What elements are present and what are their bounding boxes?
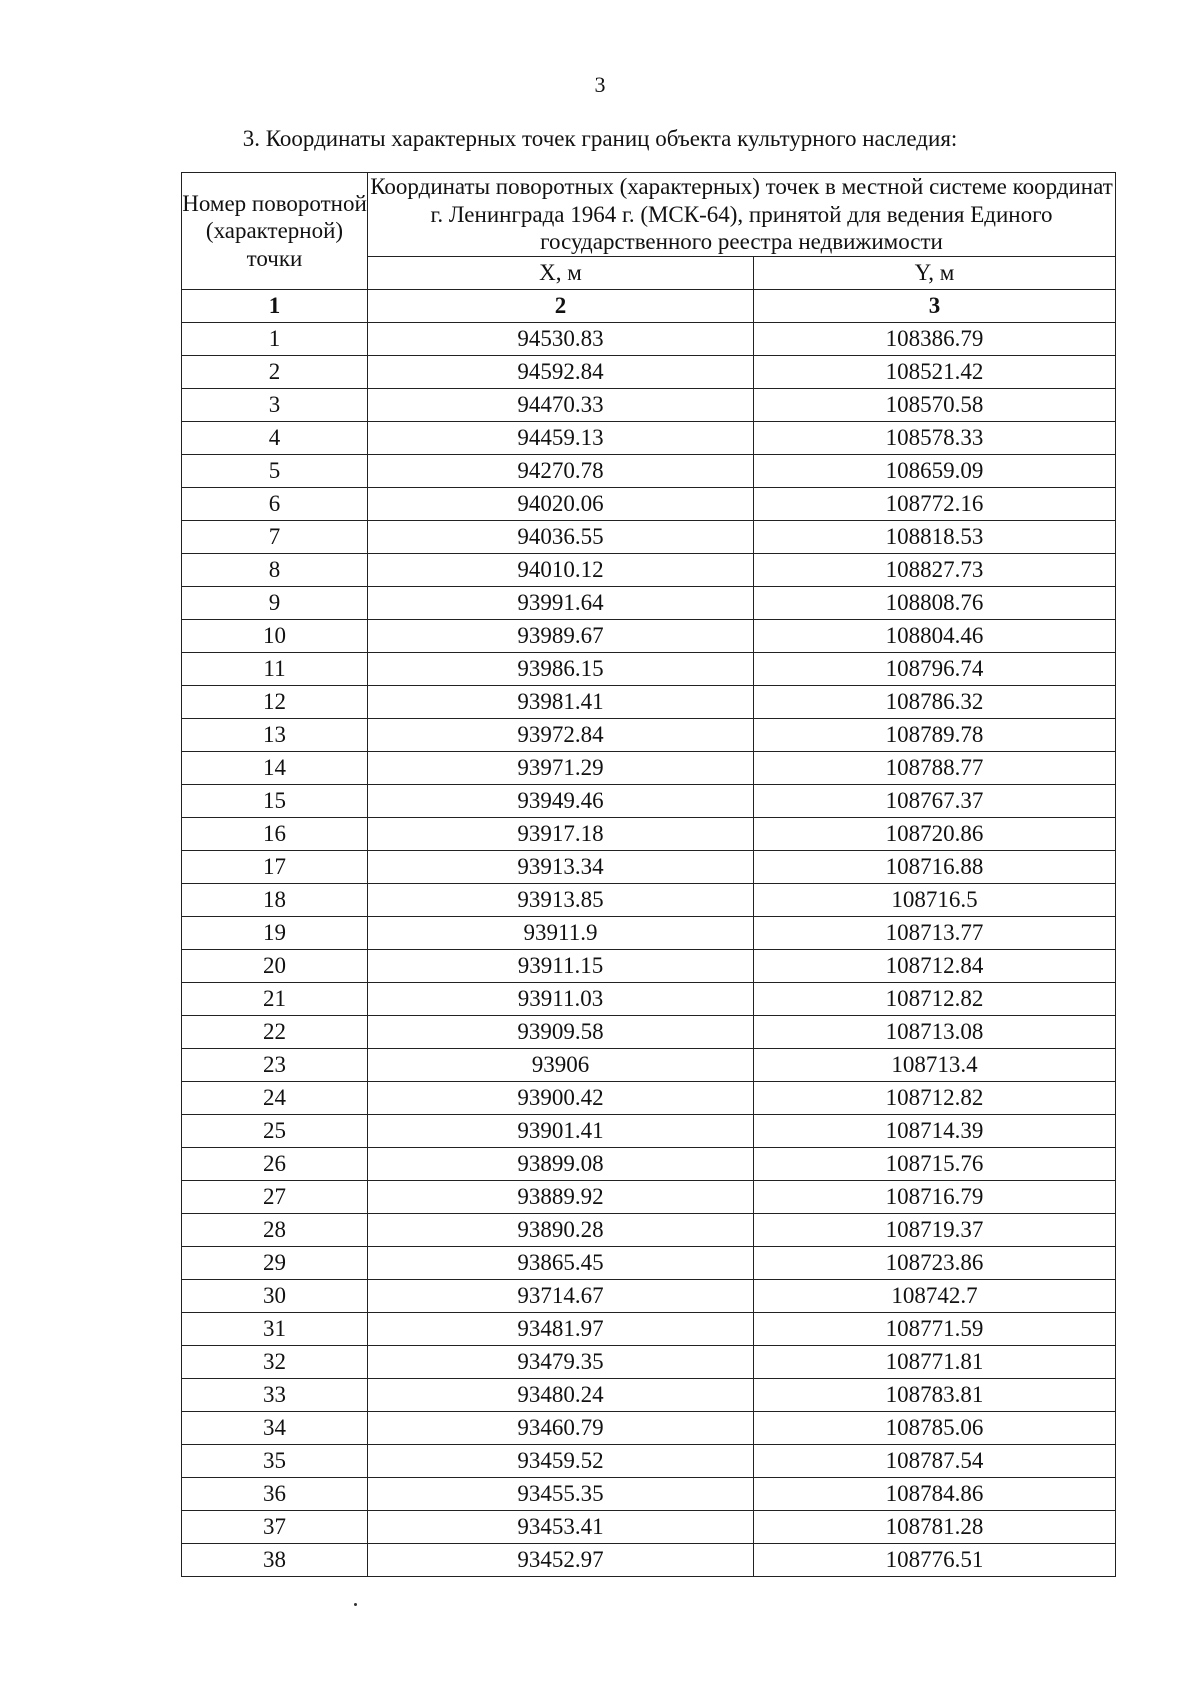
column-index-1: 1 (182, 289, 368, 322)
table-row (182, 1378, 1116, 1411)
point-number-cell: 37 (182, 1510, 368, 1543)
x-coordinate-cell: 93981.41 (368, 685, 754, 718)
point-number-cell: 18 (182, 883, 368, 916)
x-coordinate-cell: 93991.64 (368, 586, 754, 619)
table-row (182, 1510, 1116, 1543)
header-y: Y, м (754, 256, 1116, 289)
table-row (182, 850, 1116, 883)
point-number-cell: 28 (182, 1213, 368, 1246)
x-coordinate-cell: 94010.12 (368, 553, 754, 586)
y-coordinate-cell: 108781.28 (754, 1510, 1116, 1543)
y-coordinate-cell: 108386.79 (754, 322, 1116, 355)
point-number-cell: 11 (182, 652, 368, 685)
y-coordinate-cell: 108771.81 (754, 1345, 1116, 1378)
x-coordinate-cell: 93481.97 (368, 1312, 754, 1345)
y-coordinate-cell: 108714.39 (754, 1114, 1116, 1147)
x-coordinate-cell: 93911.15 (368, 949, 754, 982)
y-coordinate-cell: 108716.79 (754, 1180, 1116, 1213)
x-coordinate-cell: 93899.08 (368, 1147, 754, 1180)
x-coordinate-cell: 93901.41 (368, 1114, 754, 1147)
x-coordinate-cell: 93917.18 (368, 817, 754, 850)
y-coordinate-cell: 108776.51 (754, 1543, 1116, 1576)
y-coordinate-cell: 108715.76 (754, 1147, 1116, 1180)
y-coordinate-cell: 108723.86 (754, 1246, 1116, 1279)
y-coordinate-cell: 108742.7 (754, 1279, 1116, 1312)
table-row (182, 1246, 1116, 1279)
table-row (182, 586, 1116, 619)
y-coordinate-cell: 108818.53 (754, 520, 1116, 553)
table-row (182, 619, 1116, 652)
point-number-cell: 21 (182, 982, 368, 1015)
table-row (182, 883, 1116, 916)
y-coordinate-cell: 108827.73 (754, 553, 1116, 586)
x-coordinate-cell: 93460.79 (368, 1411, 754, 1444)
y-coordinate-cell: 108767.37 (754, 784, 1116, 817)
y-coordinate-cell: 108713.77 (754, 916, 1116, 949)
x-coordinate-cell: 93913.34 (368, 850, 754, 883)
table-row (182, 751, 1116, 784)
x-coordinate-cell: 93453.41 (368, 1510, 754, 1543)
y-coordinate-cell: 108772.16 (754, 487, 1116, 520)
point-number-cell: 14 (182, 751, 368, 784)
table-row (182, 553, 1116, 586)
y-coordinate-cell: 108787.54 (754, 1444, 1116, 1477)
y-coordinate-cell: 108713.4 (754, 1048, 1116, 1081)
y-coordinate-cell: 108716.88 (754, 850, 1116, 883)
point-number-cell: 35 (182, 1444, 368, 1477)
x-coordinate-cell: 93913.85 (368, 883, 754, 916)
point-number-cell: 3 (182, 388, 368, 421)
point-number-cell: 9 (182, 586, 368, 619)
y-coordinate-cell: 108783.81 (754, 1378, 1116, 1411)
y-coordinate-cell: 108578.33 (754, 421, 1116, 454)
y-coordinate-cell: 108713.08 (754, 1015, 1116, 1048)
x-coordinate-cell: 93972.84 (368, 718, 754, 751)
point-number-cell: 25 (182, 1114, 368, 1147)
point-number-cell: 22 (182, 1015, 368, 1048)
table-row (182, 784, 1116, 817)
y-coordinate-cell: 108712.82 (754, 982, 1116, 1015)
x-coordinate-cell: 93452.97 (368, 1543, 754, 1576)
table-row (182, 1147, 1116, 1180)
point-number-cell: 1 (182, 322, 368, 355)
table-row (182, 1345, 1116, 1378)
y-coordinate-cell: 108788.77 (754, 751, 1116, 784)
x-coordinate-cell: 93989.67 (368, 619, 754, 652)
x-coordinate-cell: 93459.52 (368, 1444, 754, 1477)
stray-mark (354, 1603, 357, 1606)
table-row (182, 1543, 1116, 1576)
x-coordinate-cell: 94530.83 (368, 322, 754, 355)
point-number-cell: 20 (182, 949, 368, 982)
table-row (182, 487, 1116, 520)
point-number-cell: 30 (182, 1279, 368, 1312)
table-row (182, 718, 1116, 751)
column-index-3: 3 (754, 289, 1116, 322)
y-coordinate-cell: 108716.5 (754, 883, 1116, 916)
x-coordinate-cell: 94270.78 (368, 454, 754, 487)
y-coordinate-cell: 108719.37 (754, 1213, 1116, 1246)
header-x: X, м (368, 256, 754, 289)
point-number-cell: 16 (182, 817, 368, 850)
y-coordinate-cell: 108570.58 (754, 388, 1116, 421)
table-row (182, 1279, 1116, 1312)
y-coordinate-cell: 108789.78 (754, 718, 1116, 751)
table-row (182, 982, 1116, 1015)
point-number-cell: 13 (182, 718, 368, 751)
table-row (182, 454, 1116, 487)
point-number-cell: 38 (182, 1543, 368, 1576)
point-number-cell: 7 (182, 520, 368, 553)
point-number-cell: 2 (182, 355, 368, 388)
x-coordinate-cell: 93480.24 (368, 1378, 754, 1411)
x-coordinate-cell: 94036.55 (368, 520, 754, 553)
x-coordinate-cell: 93906 (368, 1048, 754, 1081)
point-number-cell: 31 (182, 1312, 368, 1345)
point-number-cell: 17 (182, 850, 368, 883)
table-row (182, 1015, 1116, 1048)
table-row (182, 520, 1116, 553)
y-coordinate-cell: 108712.82 (754, 1081, 1116, 1114)
x-coordinate-cell: 94020.06 (368, 487, 754, 520)
y-coordinate-cell: 108808.76 (754, 586, 1116, 619)
point-number-cell: 4 (182, 421, 368, 454)
x-coordinate-cell: 93911.9 (368, 916, 754, 949)
y-coordinate-cell: 108785.06 (754, 1411, 1116, 1444)
point-number-cell: 15 (182, 784, 368, 817)
table-row (182, 1312, 1116, 1345)
table-row (182, 1114, 1116, 1147)
table-row (182, 1213, 1116, 1246)
x-coordinate-cell: 94459.13 (368, 421, 754, 454)
y-coordinate-cell: 108659.09 (754, 454, 1116, 487)
x-coordinate-cell: 93865.45 (368, 1246, 754, 1279)
point-number-cell: 10 (182, 619, 368, 652)
point-number-cell: 36 (182, 1477, 368, 1510)
table-row (182, 916, 1116, 949)
point-number-cell: 24 (182, 1081, 368, 1114)
x-coordinate-cell: 93911.03 (368, 982, 754, 1015)
x-coordinate-cell: 93949.46 (368, 784, 754, 817)
table-row (182, 1081, 1116, 1114)
point-number-cell: 5 (182, 454, 368, 487)
point-number-cell: 12 (182, 685, 368, 718)
point-number-cell: 27 (182, 1180, 368, 1213)
x-coordinate-cell: 93909.58 (368, 1015, 754, 1048)
y-coordinate-cell: 108712.84 (754, 949, 1116, 982)
y-coordinate-cell: 108784.86 (754, 1477, 1116, 1510)
point-number-cell: 19 (182, 916, 368, 949)
point-number-cell: 8 (182, 553, 368, 586)
x-coordinate-cell: 93890.28 (368, 1213, 754, 1246)
point-number-cell: 23 (182, 1048, 368, 1081)
table-row (182, 949, 1116, 982)
x-coordinate-cell: 93714.67 (368, 1279, 754, 1312)
section-title: 3. Координаты характерных точек границ объекта культурного наследия: (242, 126, 958, 151)
table-row (182, 652, 1116, 685)
y-coordinate-cell: 108796.74 (754, 652, 1116, 685)
table-row (182, 817, 1116, 850)
header-coordinates: Координаты поворотных (характерных) точек в местной системе координат г. Ленинграда 1964 г. (МСК-64), принятой для ведения Единого государственного реестра недвижимости (368, 173, 1116, 257)
x-coordinate-cell: 93479.35 (368, 1345, 754, 1378)
column-index-row (182, 289, 1116, 322)
coordinates-table (181, 172, 1116, 1577)
table-row (182, 1444, 1116, 1477)
point-number-cell: 29 (182, 1246, 368, 1279)
table-row (182, 685, 1116, 718)
x-coordinate-cell: 93971.29 (368, 751, 754, 784)
table-row (182, 322, 1116, 355)
x-coordinate-cell: 94470.33 (368, 388, 754, 421)
y-coordinate-cell: 108720.86 (754, 817, 1116, 850)
y-coordinate-cell: 108521.42 (754, 355, 1116, 388)
x-coordinate-cell: 93455.35 (368, 1477, 754, 1510)
table-row (182, 388, 1116, 421)
y-coordinate-cell: 108771.59 (754, 1312, 1116, 1345)
table-row (182, 1180, 1116, 1213)
point-number-cell: 33 (182, 1378, 368, 1411)
column-index-2: 2 (368, 289, 754, 322)
table-row (182, 1411, 1116, 1444)
table-row (182, 421, 1116, 454)
point-number-cell: 32 (182, 1345, 368, 1378)
x-coordinate-cell: 93986.15 (368, 652, 754, 685)
table-row (182, 355, 1116, 388)
y-coordinate-cell: 108786.32 (754, 685, 1116, 718)
x-coordinate-cell: 94592.84 (368, 355, 754, 388)
point-number-cell: 6 (182, 487, 368, 520)
table-row (182, 1048, 1116, 1081)
y-coordinate-cell: 108804.46 (754, 619, 1116, 652)
page-number: 3 (594, 72, 606, 97)
point-number-cell: 34 (182, 1411, 368, 1444)
table-row (182, 1477, 1116, 1510)
x-coordinate-cell: 93900.42 (368, 1081, 754, 1114)
point-number-cell: 26 (182, 1147, 368, 1180)
x-coordinate-cell: 93889.92 (368, 1180, 754, 1213)
header-point-number: Номер поворотной (характерной) точки (182, 173, 368, 290)
